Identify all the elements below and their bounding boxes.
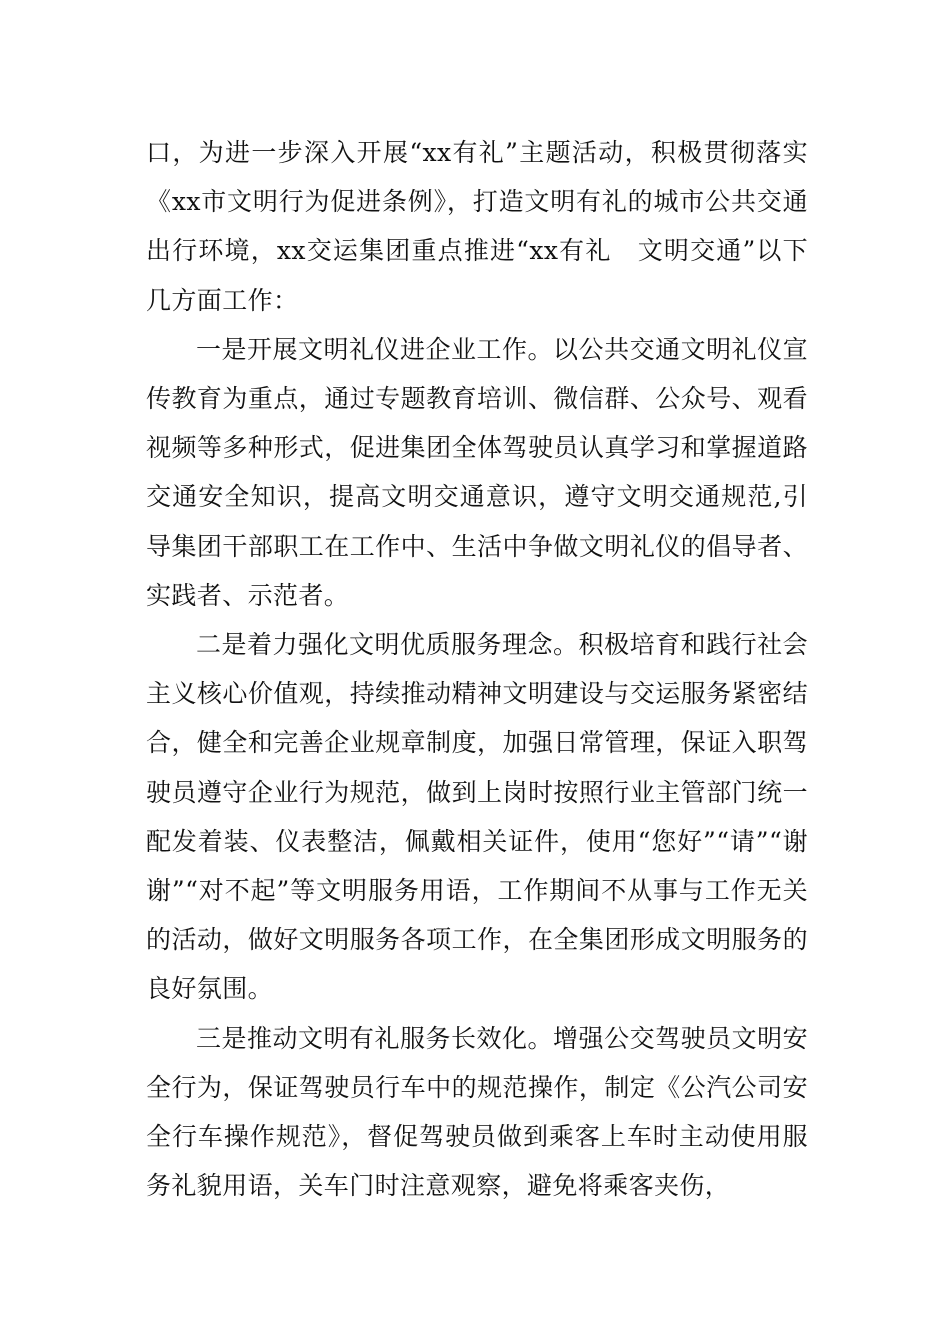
document-body xyxy=(146,128,808,1210)
paragraph-point-two: 二是着力强化文明优质服务理念。积极培育和践行社会主义核心价值观，持续推动精神文明建设与交运服务紧密结合，健全和完善企业规章制度，加强日常管理，保证入职驾驶员遵守企业行为规范，做到上岗时按照行业主管部门统一配发着装、仪表整洁，佩戴相关证件，使用“您好”“请”“谢谢”“对不起”等文明服务用语，工作期间不从事与工作无关的活动，做好文明服务各项工作，在全集团形成文明服务的良好氛围。 xyxy=(146,630,808,1004)
paragraph-intro-continuation: 口，为进一步深入开展“xx有礼”主题活动，积极贯彻落实《xx市文明行为促进条例》，打造文明有礼的城市公共交通出行环境，xx交运集团重点推进“xx有礼 文明交通”以下几方面工作： xyxy=(146,138,808,315)
paragraph-point-one: 一是开展文明礼仪进企业工作。以公共交通文明礼仪宣传教育为重点，通过专题教育培训、微信群、公众号、观看视频等多种形式，促进集团全体驾驶员认真学习和掌握道路交通安全知识，提高文明交通意识，遵守文明交通规范,引导集团干部职工在工作中、生活中争做文明礼仪的倡导者、实践者、示范者。 xyxy=(146,334,808,610)
paragraph-point-three: 三是推动文明有礼服务长效化。增强公交驾驶员文明安全行为，保证驾驶员行车中的规范操作，制定《公汽公司安全行车操作规范》，督促驾驶员做到乘客上车时主动使用服务礼貌用语，关车门时注意观察，避免将乘客夹伤， xyxy=(146,1023,808,1201)
